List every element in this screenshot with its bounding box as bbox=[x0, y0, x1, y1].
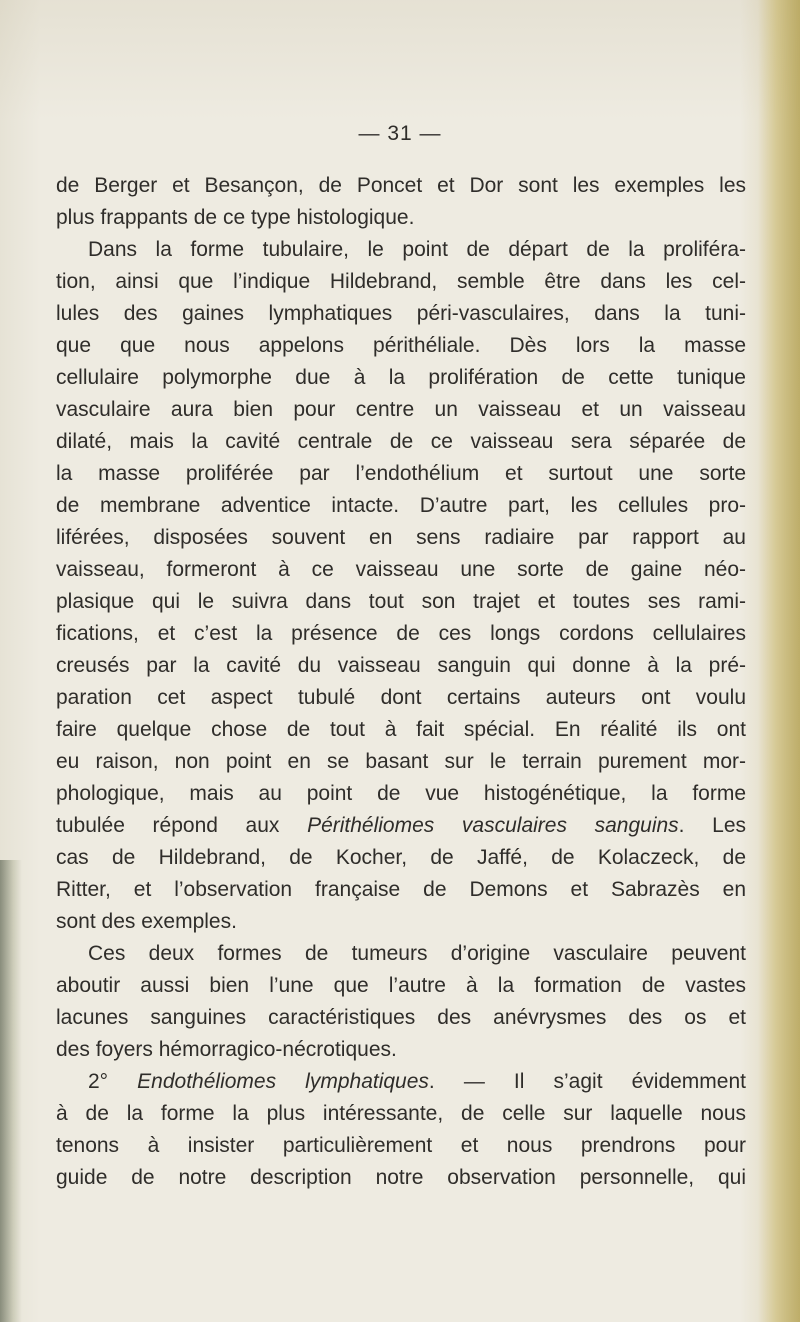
text-line: Dans la forme tubulaire, le point de départ de la proliféra- bbox=[88, 238, 746, 261]
text-line: plasique qui le suivra dans tout son trajet et toutes ses rami- bbox=[56, 590, 746, 613]
body-text bbox=[56, 170, 746, 1194]
text-line: creusés par la cavité du vaisseau sanguin qui donne à la pré- bbox=[56, 654, 746, 677]
text-line: tion, ainsi que l’indique Hildebrand, semble être dans les cel- bbox=[56, 270, 746, 293]
text-line: que que nous appelons périthéliale. Dès lors la masse bbox=[56, 334, 746, 357]
text-line: dilaté, mais la cavité centrale de ce vaisseau sera séparée de bbox=[56, 430, 746, 453]
text-line: la masse proliférée par l’endothélium et surtout une sorte bbox=[56, 462, 746, 485]
text-line: de membrane adventice intacte. D’autre part, les cellules pro- bbox=[56, 494, 746, 517]
text-line: vasculaire aura bien pour centre un vaisseau et un vaisseau bbox=[56, 398, 746, 421]
page-edge-shadow-left bbox=[0, 860, 22, 1322]
text-line: de Berger et Besançon, de Poncet et Dor sont les exemples les bbox=[56, 174, 746, 197]
text-line: plus frappants de ce type histologique. bbox=[56, 206, 415, 229]
text-line: guide de notre description notre observation personnelle, qui bbox=[56, 1166, 746, 1189]
text-line: cellulaire polymorphe due à la prolifération de cette tunique bbox=[56, 366, 746, 389]
text-line: Ces deux formes de tumeurs d’origine vasculaire peuvent bbox=[88, 942, 746, 965]
text-line: Ritter, et l’observation française de Demons et Sabrazès en bbox=[56, 878, 746, 901]
text-line: phologique, mais au point de vue histogénétique, la forme bbox=[56, 782, 746, 805]
text-run: tubulée répond aux bbox=[56, 814, 308, 837]
text-line: sont des exemples. bbox=[56, 910, 237, 933]
page-edge-shadow-right bbox=[758, 0, 800, 1322]
text-run: . Les bbox=[678, 814, 747, 837]
italic-term: Endothéliomes lymphatiques bbox=[137, 1070, 429, 1093]
text-line: liférées, disposées souvent en sens radiaire par rapport au bbox=[56, 526, 746, 549]
text-line bbox=[56, 810, 746, 842]
text-line: fications, et c’est la présence de ces longs cordons cellulaires bbox=[56, 622, 746, 645]
text-line: eu raison, non point en se basant sur le terrain purement mor- bbox=[56, 750, 746, 773]
text-line: cas de Hildebrand, de Kocher, de Jaffé, de Kolaczeck, de bbox=[56, 846, 746, 869]
text-line: vaisseau, formeront à ce vaisseau une sorte de gaine néo- bbox=[56, 558, 746, 581]
text-line: lules des gaines lymphatiques péri-vasculaires, dans la tuni- bbox=[56, 302, 746, 325]
text-line: paration cet aspect tubulé dont certains auteurs ont voulu bbox=[56, 686, 746, 709]
text-line: à de la forme la plus intéressante, de celle sur laquelle nous bbox=[56, 1102, 746, 1125]
page-number: — 31 — bbox=[358, 122, 442, 145]
italic-term: Périthéliomes vasculaires sanguins bbox=[307, 814, 679, 837]
text-run: 2° bbox=[88, 1070, 138, 1093]
text-line: des foyers hémorragico-nécrotiques. bbox=[56, 1038, 397, 1061]
text-line: faire quelque chose de tout à fait spécial. En réalité ils ont bbox=[56, 718, 746, 741]
text-line bbox=[56, 1066, 746, 1098]
text-line: lacunes sanguines caractéristiques des anévrysmes des os et bbox=[56, 1006, 746, 1029]
text-line: aboutir aussi bien l’une que l’autre à la formation de vastes bbox=[56, 974, 746, 997]
text-run: . — Il s’agit évidemment bbox=[428, 1070, 746, 1093]
text-line: tenons à insister particulièrement et nous prendrons pour bbox=[56, 1134, 746, 1157]
